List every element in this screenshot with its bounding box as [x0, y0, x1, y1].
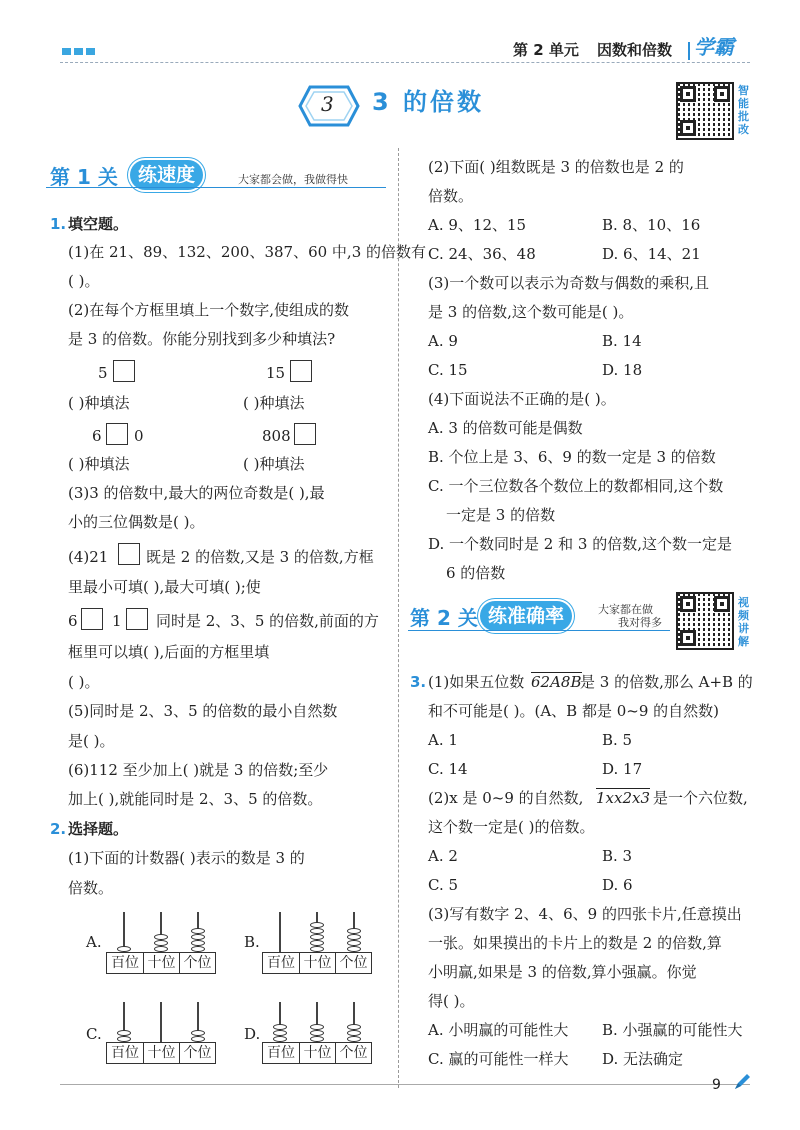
abacus-a-label: A.	[86, 933, 102, 951]
q1-fill-d: ( )种填法	[243, 455, 305, 473]
abacus-b-label: B.	[244, 933, 260, 951]
q3-s3-opt-d[interactable]: D. 无法确定	[602, 1050, 684, 1068]
abacus-bead	[347, 940, 361, 946]
q2-s4-opt-b[interactable]: B. 个位上是 3、6、9 的数一定是 3 的倍数	[428, 448, 716, 466]
page-title: 3 的倍数	[372, 88, 485, 116]
q1-p3a: (3)3 的倍数中,最大的两位奇数是( ),最	[68, 484, 325, 502]
abacus-bead	[310, 940, 324, 946]
abacus-bead	[191, 1030, 205, 1036]
q2-s3-opt-c[interactable]: C. 15	[428, 361, 468, 379]
q2-s2-opt-c[interactable]: C. 24、36、48	[428, 245, 536, 263]
answer-box[interactable]	[118, 543, 140, 565]
abacus-bead	[191, 940, 205, 946]
q3-s3a: (3)写有数字 2、4、6、9 的四张卡片,任意摸出	[428, 905, 742, 923]
abacus-bead	[191, 928, 205, 934]
q3-s1b: 和不可能是( )。(A、B 都是 0~9 的自然数)	[428, 702, 719, 720]
q1-label: 填空题。	[68, 215, 129, 233]
place-tens: 十位	[143, 953, 179, 973]
abacus-bead	[347, 1024, 361, 1030]
abacus-bead	[191, 934, 205, 940]
q1-p4c-post: 同时是 2、3、5 的倍数,前面的方	[156, 612, 379, 630]
q1-p3b: 小的三位偶数是( )。	[68, 513, 205, 531]
q3-s3c: 小明赢,如果是 3 的倍数,算小强赢。你觉	[428, 963, 697, 981]
abacus-bead	[310, 922, 324, 928]
stage1-note: 大家都会做，我做得快	[238, 173, 348, 186]
lesson-number: 3	[321, 92, 334, 116]
q1-p5b: 是( )。	[68, 732, 115, 750]
qr-code[interactable]	[676, 592, 734, 650]
q1-p4b: 里最小可填( ),最大可填( );使	[68, 578, 261, 596]
q3-s2a-num: 1xx2x3	[596, 789, 651, 807]
q1-box-b-num: 15	[266, 364, 286, 382]
stage2-number: 第 2 关	[410, 606, 478, 630]
q3-s2a-post: 是一个六位数,	[653, 789, 748, 807]
abacus-bead	[347, 928, 361, 934]
qr-code[interactable]	[676, 82, 734, 140]
q1-fill-b: ( )种填法	[243, 394, 305, 412]
qr-side-label: 视频讲解	[738, 596, 749, 648]
place-table	[106, 1042, 216, 1064]
abacus-b[interactable]	[262, 910, 374, 974]
q1-fill-a: ( )种填法	[68, 394, 130, 412]
abacus-bead	[347, 1036, 361, 1042]
q3-s2b: 这个数一定是( )的倍数。	[428, 818, 595, 836]
q2-s4-opt-d[interactable]: D. 一个数同时是 2 和 3 的倍数,这个数一定是	[428, 535, 732, 553]
stage1-name: 练速度	[130, 160, 203, 190]
q2-s2a: (2)下面( )组数既是 3 的倍数也是 2 的	[428, 158, 684, 176]
q3-s1-opt-a[interactable]: A. 1	[428, 731, 458, 749]
q3-s1-opt-c[interactable]: C. 14	[428, 760, 468, 778]
header-decor	[86, 48, 95, 55]
answer-box[interactable]	[126, 608, 148, 630]
abacus-bead	[347, 946, 361, 952]
q2-s3-opt-b[interactable]: B. 14	[602, 332, 642, 350]
place-table	[262, 952, 372, 974]
place-table	[106, 952, 216, 974]
abacus-bead	[310, 934, 324, 940]
q1-p4d: 框里可以填( ),后面的方框里填	[68, 643, 270, 661]
abacus-bead	[273, 1030, 287, 1036]
q1-box-d-num: 808	[262, 427, 291, 445]
q2-s1a: (1)下面的计数器( )表示的数是 3 的	[68, 849, 305, 867]
abacus-bead	[347, 934, 361, 940]
q3-s2-opt-b[interactable]: B. 3	[602, 847, 633, 865]
q3-s1-opt-b[interactable]: B. 5	[602, 731, 633, 749]
q2-number: 2.	[50, 820, 67, 838]
q3-s3-opt-c[interactable]: C. 赢的可能性一样大	[428, 1050, 569, 1068]
abacus-d-label: D.	[244, 1025, 261, 1043]
q2-s2b: 倍数。	[428, 187, 474, 205]
abacus-bead	[273, 1036, 287, 1042]
q3-s2-opt-d[interactable]: D. 6	[602, 876, 633, 894]
abacus-bead	[154, 946, 168, 952]
q1-p6b: 加上( ),就能同时是 2、3、5 的倍数。	[68, 790, 323, 808]
column-divider	[398, 148, 399, 1088]
place-ones: 个位	[179, 953, 215, 973]
place-ones: 个位	[335, 953, 371, 973]
q2-s3a: (3)一个数可以表示为奇数与偶数的乘积,且	[428, 274, 710, 292]
q2-s4-opt-a[interactable]: A. 3 的倍数可能是偶数	[428, 419, 583, 437]
footer-rule	[60, 1084, 750, 1085]
abacus-bead	[310, 946, 324, 952]
page-number: 9	[712, 1077, 721, 1093]
abacus-bead	[154, 934, 168, 940]
qr-side-label: 智能批改	[738, 84, 749, 136]
q1-p2: (2)在每个方框里填上一个数字,使组成的数	[68, 301, 350, 319]
q2-s4-opt-c-cont: 一定是 3 的倍数	[446, 506, 556, 524]
place-hundreds: 百位	[267, 955, 295, 971]
abacus-bead	[310, 1024, 324, 1030]
header-decor	[62, 48, 71, 55]
abacus-bead	[191, 1036, 205, 1042]
abacus-rod	[160, 1002, 162, 1042]
place-ones: 个位	[335, 1043, 371, 1063]
q2-s3b: 是 3 的倍数,这个数可能是( )。	[428, 303, 634, 321]
stage2-underline	[408, 630, 670, 631]
q2-s2-opt-b[interactable]: B. 8、10、16	[602, 216, 701, 234]
answer-box[interactable]	[81, 608, 103, 630]
abacus-c-label: C.	[86, 1025, 102, 1043]
header-decor	[74, 48, 83, 55]
q3-number: 3.	[410, 673, 427, 691]
stage2-note-2: 我对得多	[618, 616, 662, 629]
place-hundreds: 百位	[111, 1045, 139, 1061]
header-rule	[60, 62, 750, 63]
q1-p5a: (5)同时是 2、3、5 的倍数的最小自然数	[68, 702, 338, 720]
abacus-bead	[191, 946, 205, 952]
abacus-bead	[117, 946, 131, 952]
q2-s3-opt-a[interactable]: A. 9	[428, 332, 458, 350]
header-unit: 第 2 单元	[513, 41, 579, 59]
abacus-c[interactable]	[106, 1000, 218, 1064]
q2-s4-opt-c[interactable]: C. 一个三位数各个数位上的数都相同,这个数	[428, 477, 724, 495]
q1-p1b: ( )。	[68, 272, 100, 290]
q1-box-a-num: 5	[98, 364, 108, 382]
abacus-bead	[154, 940, 168, 946]
place-tens: 十位	[143, 1043, 179, 1063]
header-unit-title: 因数和倍数	[597, 41, 673, 59]
q1-number: 1.	[50, 215, 67, 233]
abacus-rod	[279, 912, 281, 952]
abacus-bead	[273, 1024, 287, 1030]
abacus-bead	[117, 1030, 131, 1036]
q2-s3-opt-d[interactable]: D. 18	[602, 361, 643, 379]
q1-p2b: 是 3 的倍数。你能分别找到多少种填法?	[68, 330, 336, 348]
pencil-icon	[732, 1072, 752, 1092]
place-tens: 十位	[299, 1043, 335, 1063]
abacus-bead	[310, 928, 324, 934]
place-tens: 十位	[299, 953, 335, 973]
q2-s2-opt-d[interactable]: D. 6、14、21	[602, 245, 701, 263]
q3-s1a-post: 是 3 的倍数,那么 A+B 的	[580, 673, 753, 691]
q1-p4e: ( )。	[68, 673, 100, 691]
place-hundreds: 百位	[267, 1045, 295, 1061]
q3-s2-opt-a[interactable]: A. 2	[428, 847, 458, 865]
stage2-note-1: 大家都在做	[598, 603, 653, 616]
abacus-a[interactable]	[106, 910, 218, 974]
abacus-bead	[310, 1036, 324, 1042]
q2-s1b: 倍数。	[68, 879, 114, 897]
header-separator	[688, 42, 690, 60]
q3-s2a-pre: (2)x 是 0~9 的自然数,	[428, 789, 584, 807]
q3-s1-opt-d[interactable]: D. 17	[602, 760, 643, 778]
q3-s3-opt-a[interactable]: A. 小明赢的可能性大	[428, 1021, 569, 1039]
q2-s2-opt-a[interactable]: A. 9、12、15	[428, 216, 527, 234]
q2-s4-opt-d-cont: 6 的倍数	[446, 564, 506, 582]
answer-box[interactable]	[290, 360, 312, 382]
stage1-underline	[46, 187, 386, 188]
q1-fill-c: ( )种填法	[68, 455, 130, 473]
q2-label: 选择题。	[68, 820, 129, 838]
stage2-name: 练准确率	[480, 601, 572, 631]
answer-box[interactable]	[113, 360, 135, 382]
q1-p4c-b: 1	[112, 612, 122, 630]
q3-s1a-pre: (1)如果五位数	[428, 673, 525, 691]
q1-box-c-right: 0	[134, 427, 144, 445]
q3-s3d: 得( )。	[428, 992, 475, 1010]
answer-box[interactable]	[294, 423, 316, 445]
place-table	[262, 1042, 372, 1064]
q3-s3-opt-b[interactable]: B. 小强赢的可能性大	[602, 1021, 743, 1039]
stage1-number: 第 1 关	[50, 165, 118, 189]
q1-p6a: (6)112 至少加上( )就是 3 的倍数;至少	[68, 761, 329, 779]
q1-box-c-left: 6	[92, 427, 102, 445]
abacus-bead	[310, 1030, 324, 1036]
answer-box[interactable]	[106, 423, 128, 445]
q1-p4a-post: 既是 2 的倍数,又是 3 的倍数,方框	[146, 548, 374, 566]
place-hundreds: 百位	[111, 955, 139, 971]
q1-p4c-a: 6	[68, 612, 78, 630]
q1-p1: (1)在 21、89、132、200、387、60 中,3 的倍数有	[68, 243, 427, 261]
q3-s1a-num: 62A8B	[531, 673, 582, 691]
place-ones: 个位	[179, 1043, 215, 1063]
brand-logo: 学霸	[694, 35, 734, 59]
abacus-bead	[117, 1036, 131, 1042]
q2-s4: (4)下面说法不正确的是( )。	[428, 390, 616, 408]
q3-s2-opt-c[interactable]: C. 5	[428, 876, 459, 894]
abacus-d[interactable]	[262, 1000, 374, 1064]
abacus-bead	[347, 1030, 361, 1036]
q3-s3b: 一张。如果摸出的卡片上的数是 2 的倍数,算	[428, 934, 722, 952]
q1-p4a-pre: (4)21	[68, 548, 109, 566]
